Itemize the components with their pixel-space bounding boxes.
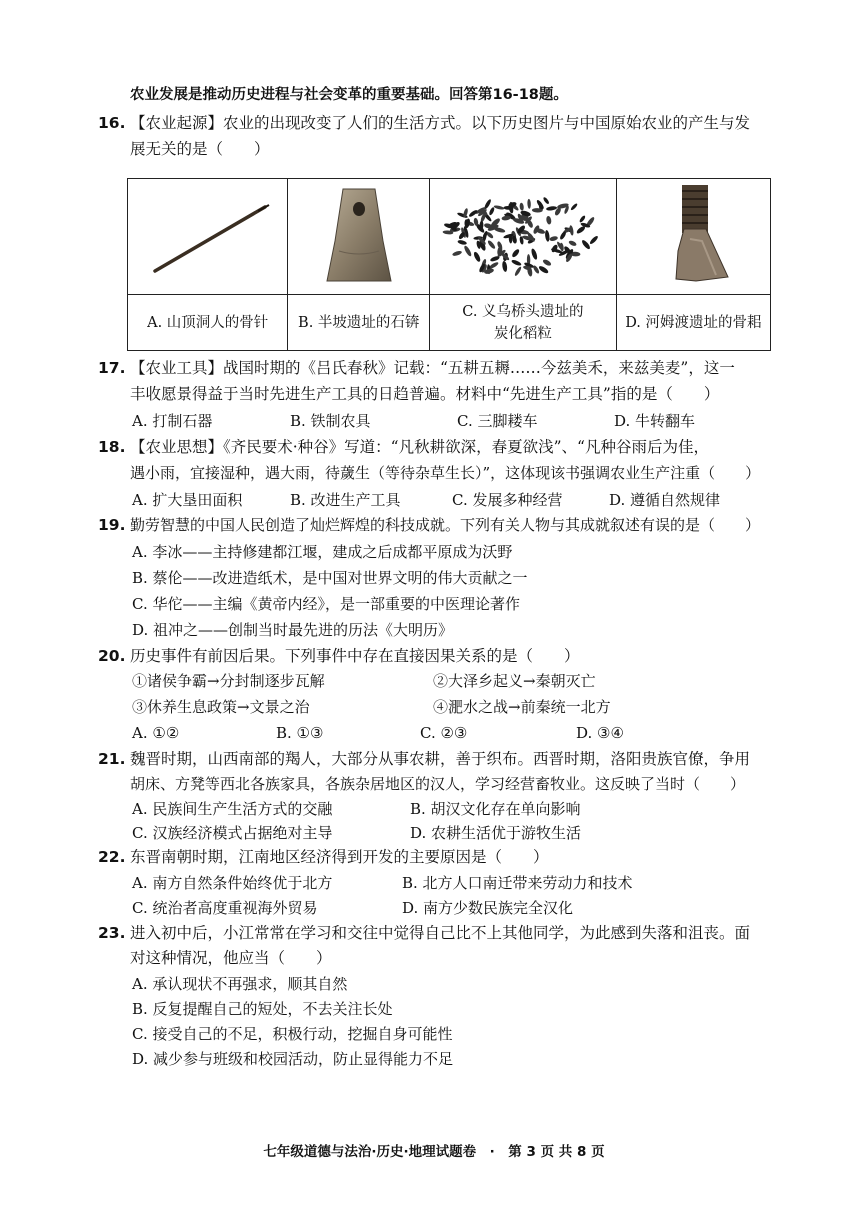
statement-2: ②大泽乡起义→秦朝灭亡 xyxy=(433,672,596,690)
option-c[interactable]: C. 汉族经济模式占据绝对主导 xyxy=(132,824,333,842)
option-b[interactable]: B. ①③ xyxy=(276,724,324,742)
question-text: 东晋南朝时期，江南地区经济得到开发的主要原因是（ ） xyxy=(130,848,549,866)
caption-d: D. 河姆渡遗址的骨耜 xyxy=(616,295,770,351)
option-d[interactable]: D. 遵循自然规律 xyxy=(609,491,721,509)
page-footer: 七年级道德与法治·历史·地理试题卷 · 第 3 页 共 8 页 xyxy=(263,1144,605,1160)
option-c[interactable]: C. 统治者高度重视海外贸易 xyxy=(132,899,318,917)
caption-a: A. 山顶洞人的骨针 xyxy=(128,295,288,351)
option-b[interactable]: B. 胡汉文化存在单向影响 xyxy=(410,800,581,818)
question-number: 18. xyxy=(98,438,126,456)
option-d[interactable]: D. 祖冲之——创制当时最先进的历法《大明历》 xyxy=(132,621,454,639)
option-a[interactable]: A. 李冰——主持修建都江堰，建成之后成都平原成为沃野 xyxy=(132,543,513,561)
question-text: 魏晋时期，山西南部的羯人，大部分从事农耕，善于织布。西晋时期，洛阳贵族官僚，争用 xyxy=(130,750,751,768)
option-b[interactable]: B. 改进生产工具 xyxy=(290,491,401,509)
question-text: 【农业思想】《齐民要术·种谷》写道：“凡秋耕欲深，春夏欲浅”、“凡种谷雨后为佳， xyxy=(130,438,709,456)
question-text: 进入初中后，小江常常在学习和交往中觉得自己比不上其他同学，为此感到失落和沮丧。面 xyxy=(130,924,751,942)
option-c[interactable]: C. ②③ xyxy=(420,724,468,742)
question-text: 对这种情况，他应当（ ） xyxy=(130,949,332,967)
option-b[interactable]: B. 铁制农具 xyxy=(290,412,371,430)
caption-c-line2: 炭化稻粒 xyxy=(493,325,552,342)
option-a[interactable]: A. ①② xyxy=(132,724,180,742)
option-c[interactable]: C. 华佗——主编《黄帝内经》，是一部重要的中医理论著作 xyxy=(132,595,520,613)
question-text: 勤劳智慧的中国人民创造了灿烂辉煌的科技成就。下列有关人物与其成就叙述有误的是（ ） xyxy=(130,516,761,534)
caption-b: B. 半坡遗址的石锛 xyxy=(288,295,430,351)
question-number: 22. xyxy=(98,848,126,866)
stone-adze-image xyxy=(288,179,430,295)
option-d[interactable]: D. 减少参与班级和校园活动，防止显得能力不足 xyxy=(132,1050,454,1068)
carbonized-rice-image xyxy=(430,179,617,295)
option-d[interactable]: D. 牛转翻车 xyxy=(614,412,696,430)
option-d[interactable]: D. ③④ xyxy=(576,724,624,742)
option-b[interactable]: B. 反复提醒自己的短处，不去关注长处 xyxy=(132,1000,393,1018)
question-text: 胡床、方凳等西北各族家具，各族杂居地区的汉人，学习经营畜牧业。这反映了当时（ ） xyxy=(130,775,746,793)
option-d[interactable]: D. 南方少数民族完全汉化 xyxy=(402,899,574,917)
caption-c-line1: C. 义乌桥头遗址的 xyxy=(462,303,584,320)
bone-si-image xyxy=(616,179,770,295)
picture-table xyxy=(127,178,771,351)
option-c[interactable]: C. 接受自己的不足，积极行动，挖掘自身可能性 xyxy=(132,1025,453,1043)
question-text: 丰收愿景得益于当时先进生产工具的日趋普遍。材料中“先进生产工具”指的是（ ） xyxy=(130,385,720,403)
caption-c xyxy=(430,295,617,351)
question-text: 遇小雨，宜接湿种，遇大雨，待薉生（等待杂草生长）”，这体现该书强调农业生产注重（ ） xyxy=(130,464,761,482)
option-a[interactable]: A. 承认现状不再强求，顺其自然 xyxy=(132,975,348,993)
section-intro: 农业发展是推动历史进程与社会变革的重要基础。回答第16-18题。 xyxy=(130,87,568,103)
bone-needle-image xyxy=(128,179,288,295)
option-a[interactable]: A. 扩大垦田面积 xyxy=(132,491,243,509)
question-number: 20. xyxy=(98,647,126,665)
question-text: 历史事件有前因后果。下列事件中存在直接因果关系的是（ ） xyxy=(130,647,580,665)
option-a[interactable]: A. 打制石器 xyxy=(132,412,213,430)
statement-1: ①诸侯争霸→分封制逐步瓦解 xyxy=(132,672,325,690)
question-number: 17. xyxy=(98,359,126,377)
question-text: 【农业工具】战国时期的《吕氏春秋》记载：“五耕五耨……今兹美禾，来兹美麦”，这一 xyxy=(130,359,735,377)
option-c[interactable]: C. 发展多种经营 xyxy=(452,491,563,509)
question-text: 【农业起源】农业的出现改变了人们的生活方式。以下历史图片与中国原始农业的产生与发 xyxy=(130,114,751,132)
option-a[interactable]: A. 民族间生产生活方式的交融 xyxy=(132,800,333,818)
question-number: 21. xyxy=(98,750,126,768)
option-a[interactable]: A. 南方自然条件始终优于北方 xyxy=(132,874,333,892)
option-b[interactable]: B. 蔡伦——改进造纸术，是中国对世界文明的伟大贡献之一 xyxy=(132,569,528,587)
statement-3: ③休养生息政策→文景之治 xyxy=(132,698,310,716)
question-number: 23. xyxy=(98,924,126,942)
option-b[interactable]: B. 北方人口南迁带来劳动力和技术 xyxy=(402,874,633,892)
question-number: 19. xyxy=(98,516,126,534)
question-number: 16. xyxy=(98,114,126,132)
option-c[interactable]: C. 三脚耧车 xyxy=(457,412,538,430)
option-d[interactable]: D. 农耕生活优于游牧生活 xyxy=(410,824,582,842)
statement-4: ④淝水之战→前秦统一北方 xyxy=(433,698,611,716)
question-text: 展无关的是（ ） xyxy=(130,140,270,158)
